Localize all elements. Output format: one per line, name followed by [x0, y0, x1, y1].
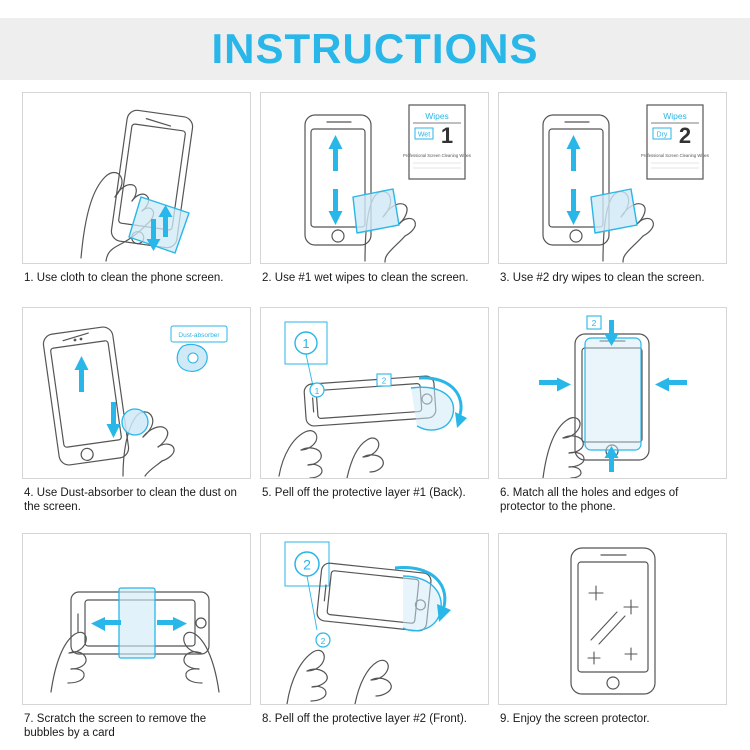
arrow-right-icon	[157, 617, 187, 631]
step-cell-8	[260, 533, 489, 750]
wipes-packet-2	[641, 105, 709, 179]
step-cell-1	[22, 92, 251, 298]
arrow-up-icon	[567, 135, 581, 171]
step-caption-4: 4. Use Dust-absorber to clean the dust on the screen.	[24, 487, 237, 513]
arrow-down-icon	[567, 189, 581, 225]
illustration-cloth-clean	[23, 93, 251, 264]
packet-type-2: Dry	[656, 131, 668, 139]
step-cell-2	[260, 92, 489, 298]
layer-tag-1	[310, 383, 324, 397]
step-caption-2: 2. Use #1 wet wipes to clean the screen.	[262, 272, 469, 284]
step-caption-8: 8. Pell off the protective layer #2 (Front).	[262, 713, 467, 725]
step-cell-9	[498, 533, 727, 750]
step-caption-5: 5. Pell off the protective layer #1 (Back).	[262, 487, 466, 499]
step-illustration-8	[260, 533, 489, 705]
step-cell-7	[22, 533, 251, 750]
page-title: INSTRUCTIONS	[211, 25, 539, 72]
step-caption-7: 7. Scratch the screen to remove the bubbles by a card	[24, 713, 207, 739]
step-cell-3	[498, 92, 727, 298]
packet-title-1: Wipes	[425, 111, 449, 121]
arrow-up-icon	[329, 135, 343, 171]
step-caption-3: 3. Use #2 dry wipes to clean the screen.	[500, 272, 705, 284]
illustration-finished-phone	[499, 534, 727, 705]
callout-number-1: 1	[302, 336, 310, 351]
svg-text:1: 1	[314, 386, 320, 396]
step-illustration-3	[498, 92, 727, 264]
step-illustration-1	[22, 92, 251, 264]
illustration-peel-front-layer	[261, 534, 489, 705]
packet-number-2: 2	[678, 123, 692, 148]
svg-text:2: 2	[591, 318, 597, 328]
wipes-packet-1	[403, 105, 471, 179]
layer-tag-2-top	[587, 316, 601, 329]
packet-type-1: Wet	[417, 131, 431, 139]
step-cell-6	[498, 307, 727, 524]
illustration-dry-wipe	[499, 93, 727, 264]
illustration-dust-absorber	[23, 308, 251, 479]
layer-tag-2-small	[316, 633, 330, 647]
step-cell-4	[22, 307, 251, 524]
illustration-align-protector	[499, 308, 727, 479]
step-illustration-4	[22, 307, 251, 479]
arrow-left-icon	[655, 378, 687, 392]
arrow-up-icon	[75, 356, 89, 392]
step-illustration-9	[498, 533, 727, 705]
packet-title-2: Wipes	[663, 111, 687, 121]
arrow-right-icon	[539, 378, 571, 392]
shine-marks	[588, 586, 638, 664]
packet-subtitle-1: Professional Screen Cleaning Wipes	[403, 153, 471, 158]
arrow-left-icon	[91, 617, 121, 631]
steps-grid	[22, 92, 728, 750]
step-caption-1: 1. Use cloth to clean the phone screen.	[24, 272, 224, 284]
dust-absorber-label	[171, 326, 227, 371]
step-illustration-2	[260, 92, 489, 264]
step-caption-6: 6. Match all the holes and edges of protector to the phone.	[500, 487, 679, 513]
callout-1	[285, 322, 327, 386]
step-cell-5	[260, 307, 489, 524]
header-band	[0, 18, 750, 80]
illustration-peel-back-layer	[261, 308, 489, 479]
svg-text:2: 2	[320, 636, 326, 646]
callout-number-2: 2	[303, 556, 311, 573]
arrow-down-icon	[329, 189, 343, 225]
step-illustration-6	[498, 307, 727, 479]
svg-text:2: 2	[381, 376, 387, 386]
step-illustration-7	[22, 533, 251, 705]
packet-subtitle-2: Professional Screen Cleaning Wipes	[641, 153, 709, 158]
dust-absorber-text: Dust-absorber	[178, 332, 220, 339]
step-illustration-5	[260, 307, 489, 479]
callout-2	[285, 542, 329, 630]
packet-number-1: 1	[440, 123, 454, 148]
step-caption-9: 9. Enjoy the screen protector.	[500, 713, 650, 725]
illustration-scratch-card	[23, 534, 251, 705]
illustration-wet-wipe	[261, 93, 489, 264]
layer-tag-2	[377, 374, 391, 386]
